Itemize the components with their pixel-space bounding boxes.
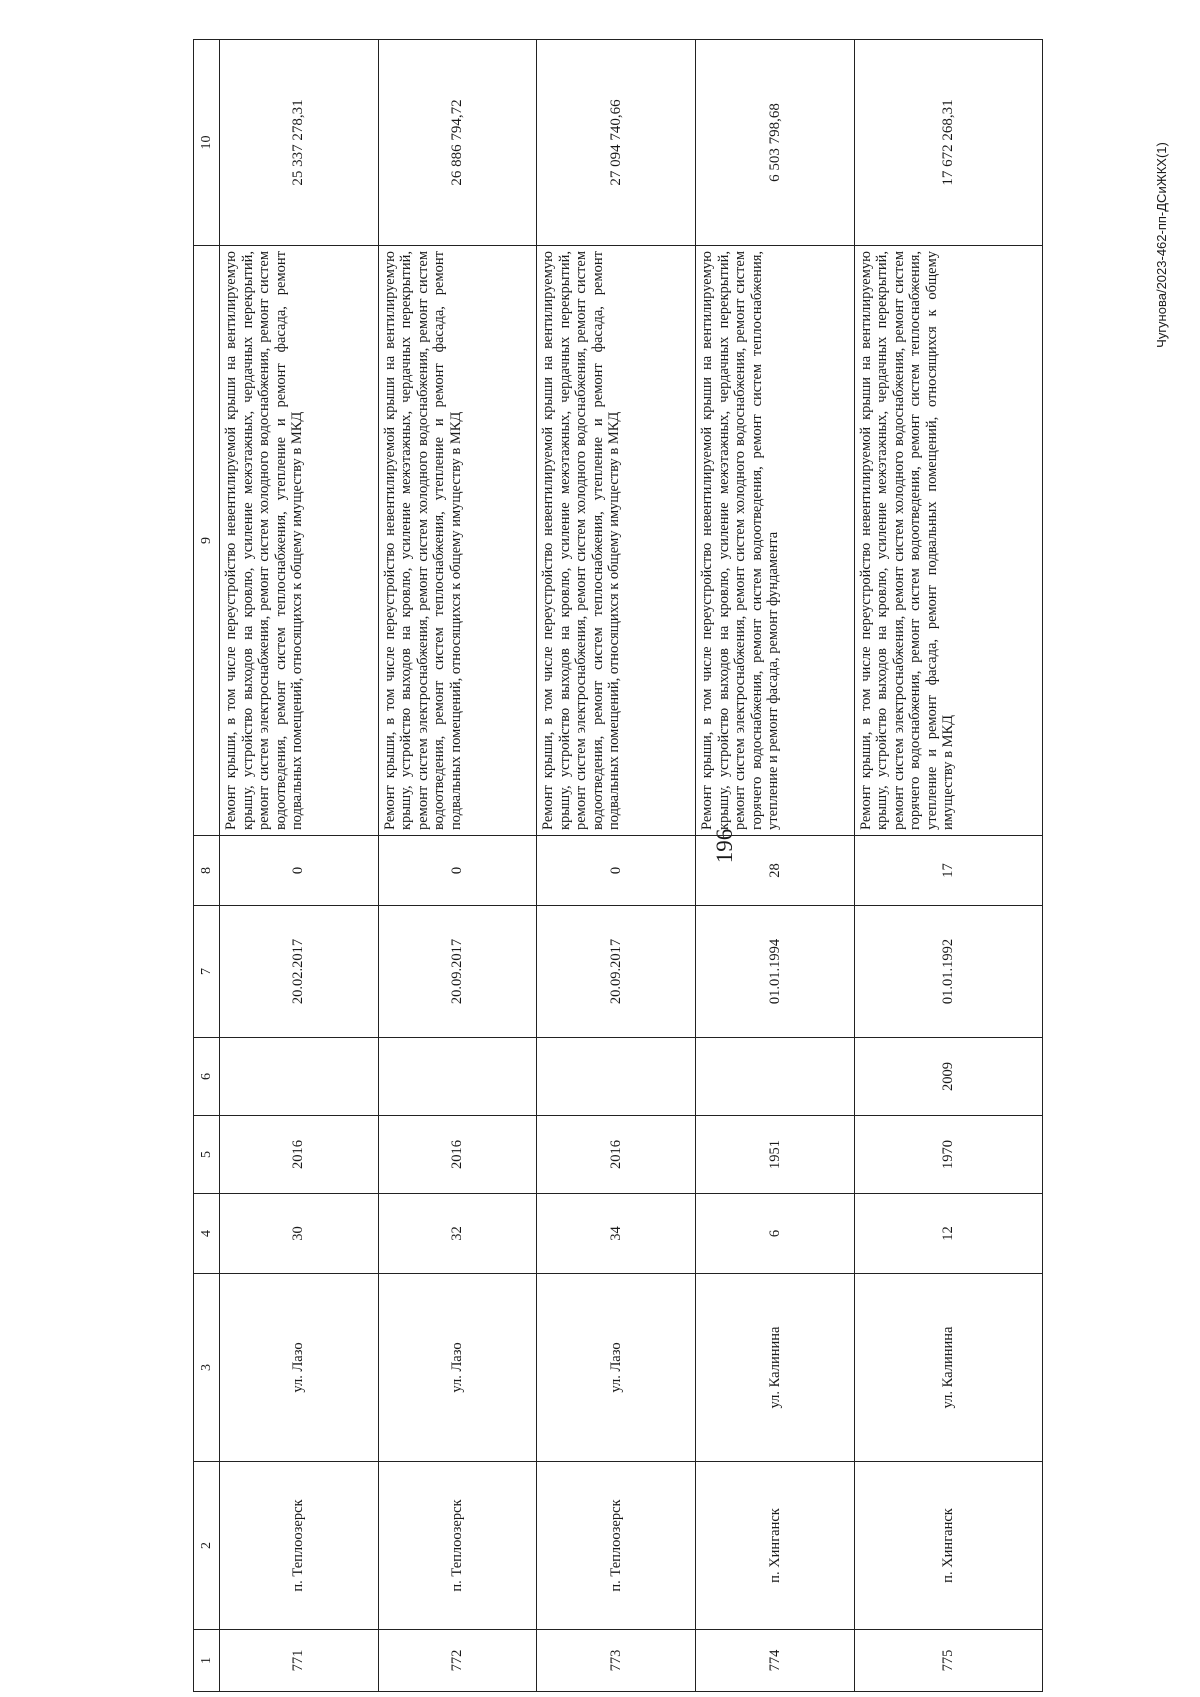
street-cell: ул. Лазо — [220, 1274, 379, 1462]
year-repair-cell — [220, 1038, 379, 1116]
table-row — [378, 40, 537, 1692]
house-number-cell: 34 — [537, 1194, 696, 1274]
cost-cell: 25 337 278,31 — [220, 40, 379, 246]
row-number-cell: 771 — [220, 1630, 379, 1692]
settlement-cell: п. Теплоозерск — [220, 1462, 379, 1630]
year-repair-cell — [378, 1038, 537, 1116]
date-cell: 20.09.2017 — [537, 906, 696, 1038]
year-built-cell: 1970 — [854, 1116, 1042, 1194]
works-description-cell: Ремонт крыши, в том числе переустройство невентилируемой крыши на вентилируемую крышу, устройство выходов на кровлю, усиление межэтажных, чердачных перекрытий, ремонт систем электроснабжения, ремонт систем холодного водоснабжения, ремонт систем водоотведения, ремонт систем теплоснабжения, утепление и ремонт фасада, ремонт подвальных помещений, относящихся к общему имуществу в МКД — [378, 246, 537, 836]
year-built-cell: 1951 — [696, 1116, 855, 1194]
col8-cell: 0 — [378, 836, 537, 906]
year-repair-cell — [696, 1038, 855, 1116]
column-header: 9 — [194, 246, 220, 836]
year-built-cell: 2016 — [537, 1116, 696, 1194]
works-description-cell: Ремонт крыши, в том числе переустройство невентилируемой крыши на вентилируемую крышу, устройство выходов на кровлю, усиление межэтажных, чердачных перекрытий, ремонт систем электроснабжения, ремонт систем холодного водоснабжения, ремонт систем водоотведения, ремонт систем теплоснабжения, утепление и ремонт фасада, ремонт подвальных помещений, относящихся к общему имуществу в МКД — [537, 246, 696, 836]
column-header: 5 — [194, 1116, 220, 1194]
column-header: 8 — [194, 836, 220, 906]
row-number-cell: 775 — [854, 1630, 1042, 1692]
settlement-cell: п. Хинганск — [854, 1462, 1042, 1630]
street-cell: ул. Калинина — [696, 1274, 855, 1462]
house-number-cell: 12 — [854, 1194, 1042, 1274]
house-number-cell: 30 — [220, 1194, 379, 1274]
date-cell: 20.09.2017 — [378, 906, 537, 1038]
page-number: 196 — [712, 828, 737, 864]
column-header: 1 — [194, 1630, 220, 1692]
works-description-cell: Ремонт крыши, в том числе переустройство невентилируемой крыши на вентилируемую крышу, устройство выходов на кровлю, усиление межэтажных, чердачных перекрытий, ремонт систем электроснабжения, ремонт систем холодного водоснабжения, ремонт систем водоотведения, ремонт систем теплоснабжения, утепление и ремонт фасада, ремонт подвальных помещений, относящихся к общему имуществу в МКД — [220, 246, 379, 836]
header-row — [194, 40, 220, 1692]
col8-cell: 17 — [854, 836, 1042, 906]
table-row — [220, 40, 379, 1692]
col8-cell: 0 — [537, 836, 696, 906]
year-built-cell: 2016 — [220, 1116, 379, 1194]
column-header: 3 — [194, 1274, 220, 1462]
date-cell: 01.01.1992 — [854, 906, 1042, 1038]
works-description-cell: Ремонт крыши, в том числе переустройство невентилируемой крыши на вентилируемую крышу, устройство выходов на кровлю, усиление межэтажных, чердачных перекрытий, ремонт систем электроснабжения, ремонт систем холодного водоснабжения, ремонт систем горячего водоснабжения, ремонт систем водоотведения, ремонт систем теплоснабжения, утепление и ремонт фасада, ремонт подвальных помещений, относящихся к общему имуществу в МКД — [854, 246, 1042, 836]
row-number-cell: 774 — [696, 1630, 855, 1692]
house-number-cell: 32 — [378, 1194, 537, 1274]
date-cell: 01.01.1994 — [696, 906, 855, 1038]
cost-cell: 27 094 740,66 — [537, 40, 696, 246]
cost-cell: 6 503 798,68 — [696, 40, 855, 246]
settlement-cell: п. Теплоозерск — [537, 1462, 696, 1630]
settlement-cell: п. Теплоозерск — [378, 1462, 537, 1630]
street-cell: ул. Лазо — [537, 1274, 696, 1462]
date-cell: 20.02.2017 — [220, 906, 379, 1038]
row-number-cell: 773 — [537, 1630, 696, 1692]
column-header: 2 — [194, 1462, 220, 1630]
capital-repair-table — [193, 39, 1043, 1692]
column-header: 7 — [194, 906, 220, 1038]
col8-cell: 28 — [696, 836, 855, 906]
year-repair-cell: 2009 — [854, 1038, 1042, 1116]
table-row — [537, 40, 696, 1692]
cost-cell: 26 886 794,72 — [378, 40, 537, 246]
settlement-cell: п. Хинганск — [696, 1462, 855, 1630]
col8-cell: 0 — [220, 836, 379, 906]
column-header: 4 — [194, 1194, 220, 1274]
document-code: Чугунова/2023-462-пп-ДСиЖКХ(1) — [1154, 142, 1169, 348]
house-number-cell: 6 — [696, 1194, 855, 1274]
column-header: 6 — [194, 1038, 220, 1116]
table-row — [696, 40, 855, 1692]
cost-cell: 17 672 268,31 — [854, 40, 1042, 246]
table-row — [854, 40, 1042, 1692]
works-description-cell: Ремонт крыши, в том числе переустройство невентилируемой крыши на вентилируемую крышу, устройство выходов на кровлю, усиление межэтажных, чердачных перекрытий, ремонт систем электроснабжения, ремонт систем холодного водоснабжения, ремонт систем горячего водоснабжения, ремонт систем водоотведения, ремонт систем теплоснабжения, утепление и ремонт фасада, ремонт фундамента — [696, 246, 855, 836]
street-cell: ул. Лазо — [378, 1274, 537, 1462]
column-header: 10 — [194, 40, 220, 246]
year-built-cell: 2016 — [378, 1116, 537, 1194]
street-cell: ул. Калинина — [854, 1274, 1042, 1462]
table-body — [220, 40, 1043, 1692]
year-repair-cell — [537, 1038, 696, 1116]
row-number-cell: 772 — [378, 1630, 537, 1692]
table-frame — [193, 40, 1043, 1692]
